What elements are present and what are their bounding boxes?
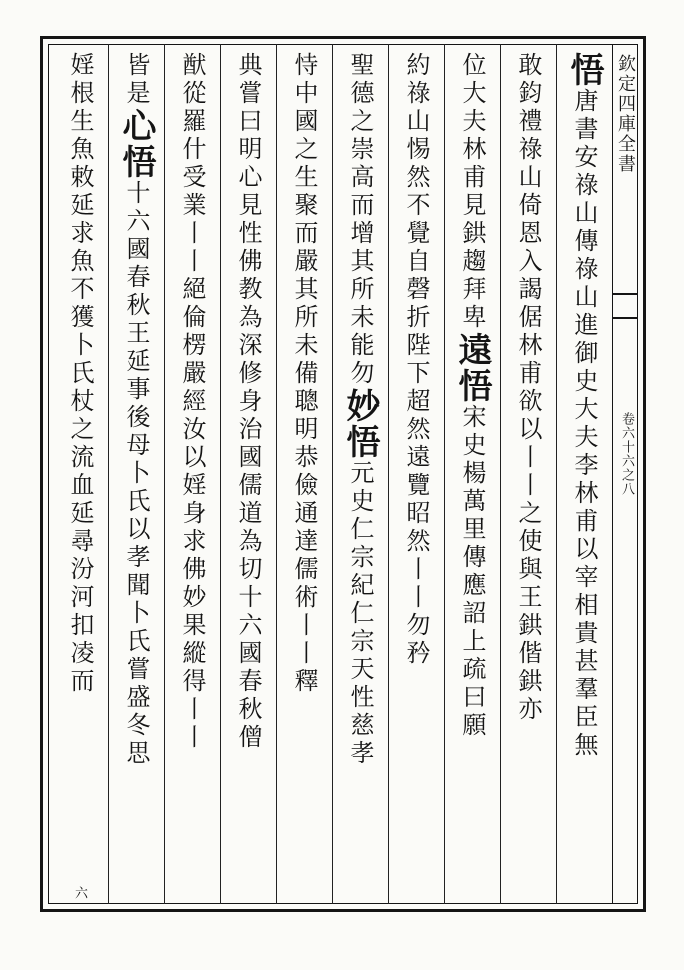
entry-heading: 妙悟 [340,388,380,460]
book-title: 欽定四庫全書 [615,54,636,174]
entry-heading: 遠悟 [452,332,492,404]
text-column [52,52,108,892]
column-text: 猷從羅什受業丨丨絕倫楞嚴經汝以婬身求佛妙果縱得丨丨 [178,52,206,752]
column-text: 皆是 [122,52,150,108]
text-column [164,52,220,892]
column-text: 約祿山惕然不覺自磬折 [402,52,430,332]
text-column [276,52,332,892]
entry-heading: 心悟 [116,108,156,180]
column-text: 聰明恭儉通達儒術丨丨釋 [290,388,318,696]
column-text: 敢鈞禮祿山倚恩入謁倨林甫欲以丨丨之使與王鉷偕鉷亦 [514,52,542,724]
text-column [220,52,276,892]
entry-heading: 悟 [564,52,604,88]
column-text: 宋史楊萬里傳應詔上疏曰願 [458,404,486,740]
volume-label: 卷六十六之八 [619,412,634,496]
text-column [332,52,388,892]
column-text: 生魚敕延求魚不獲卜氏杖之流血延尋汾河扣凌而 [66,108,94,696]
column-text: 十六國春秋王延事後母卜氏以孝聞卜氏嘗盛冬思 [122,180,150,768]
fish-tail-mark-icon [612,288,638,324]
text-column [388,52,444,892]
text-column [108,52,164,892]
column-text: 典嘗曰明心見性佛教為深修身治國儒道為切十六國春秋僧 [234,52,262,752]
column-text: 元史仁宗紀仁宗天性慈孝 [346,460,374,768]
text-column [500,52,556,892]
text-column [444,52,500,892]
column-text: 位大夫林甫見鉷趨拜卑 [458,52,486,332]
column-text: 恃中國之生聚而嚴其所未備 [290,52,318,388]
text-column [556,52,612,892]
column-text: 聖德之崇高而增其所未能勿 [346,52,374,388]
column-text: 唐書安祿山傳祿山進御史大夫李林甫以宰相貴甚羣臣無 [570,88,598,760]
column-text: 婬根 [66,52,94,108]
page-number: 六 [72,886,87,899]
column-text: 陛下超然遠覽昭然丨丨勿矜 [402,332,430,668]
